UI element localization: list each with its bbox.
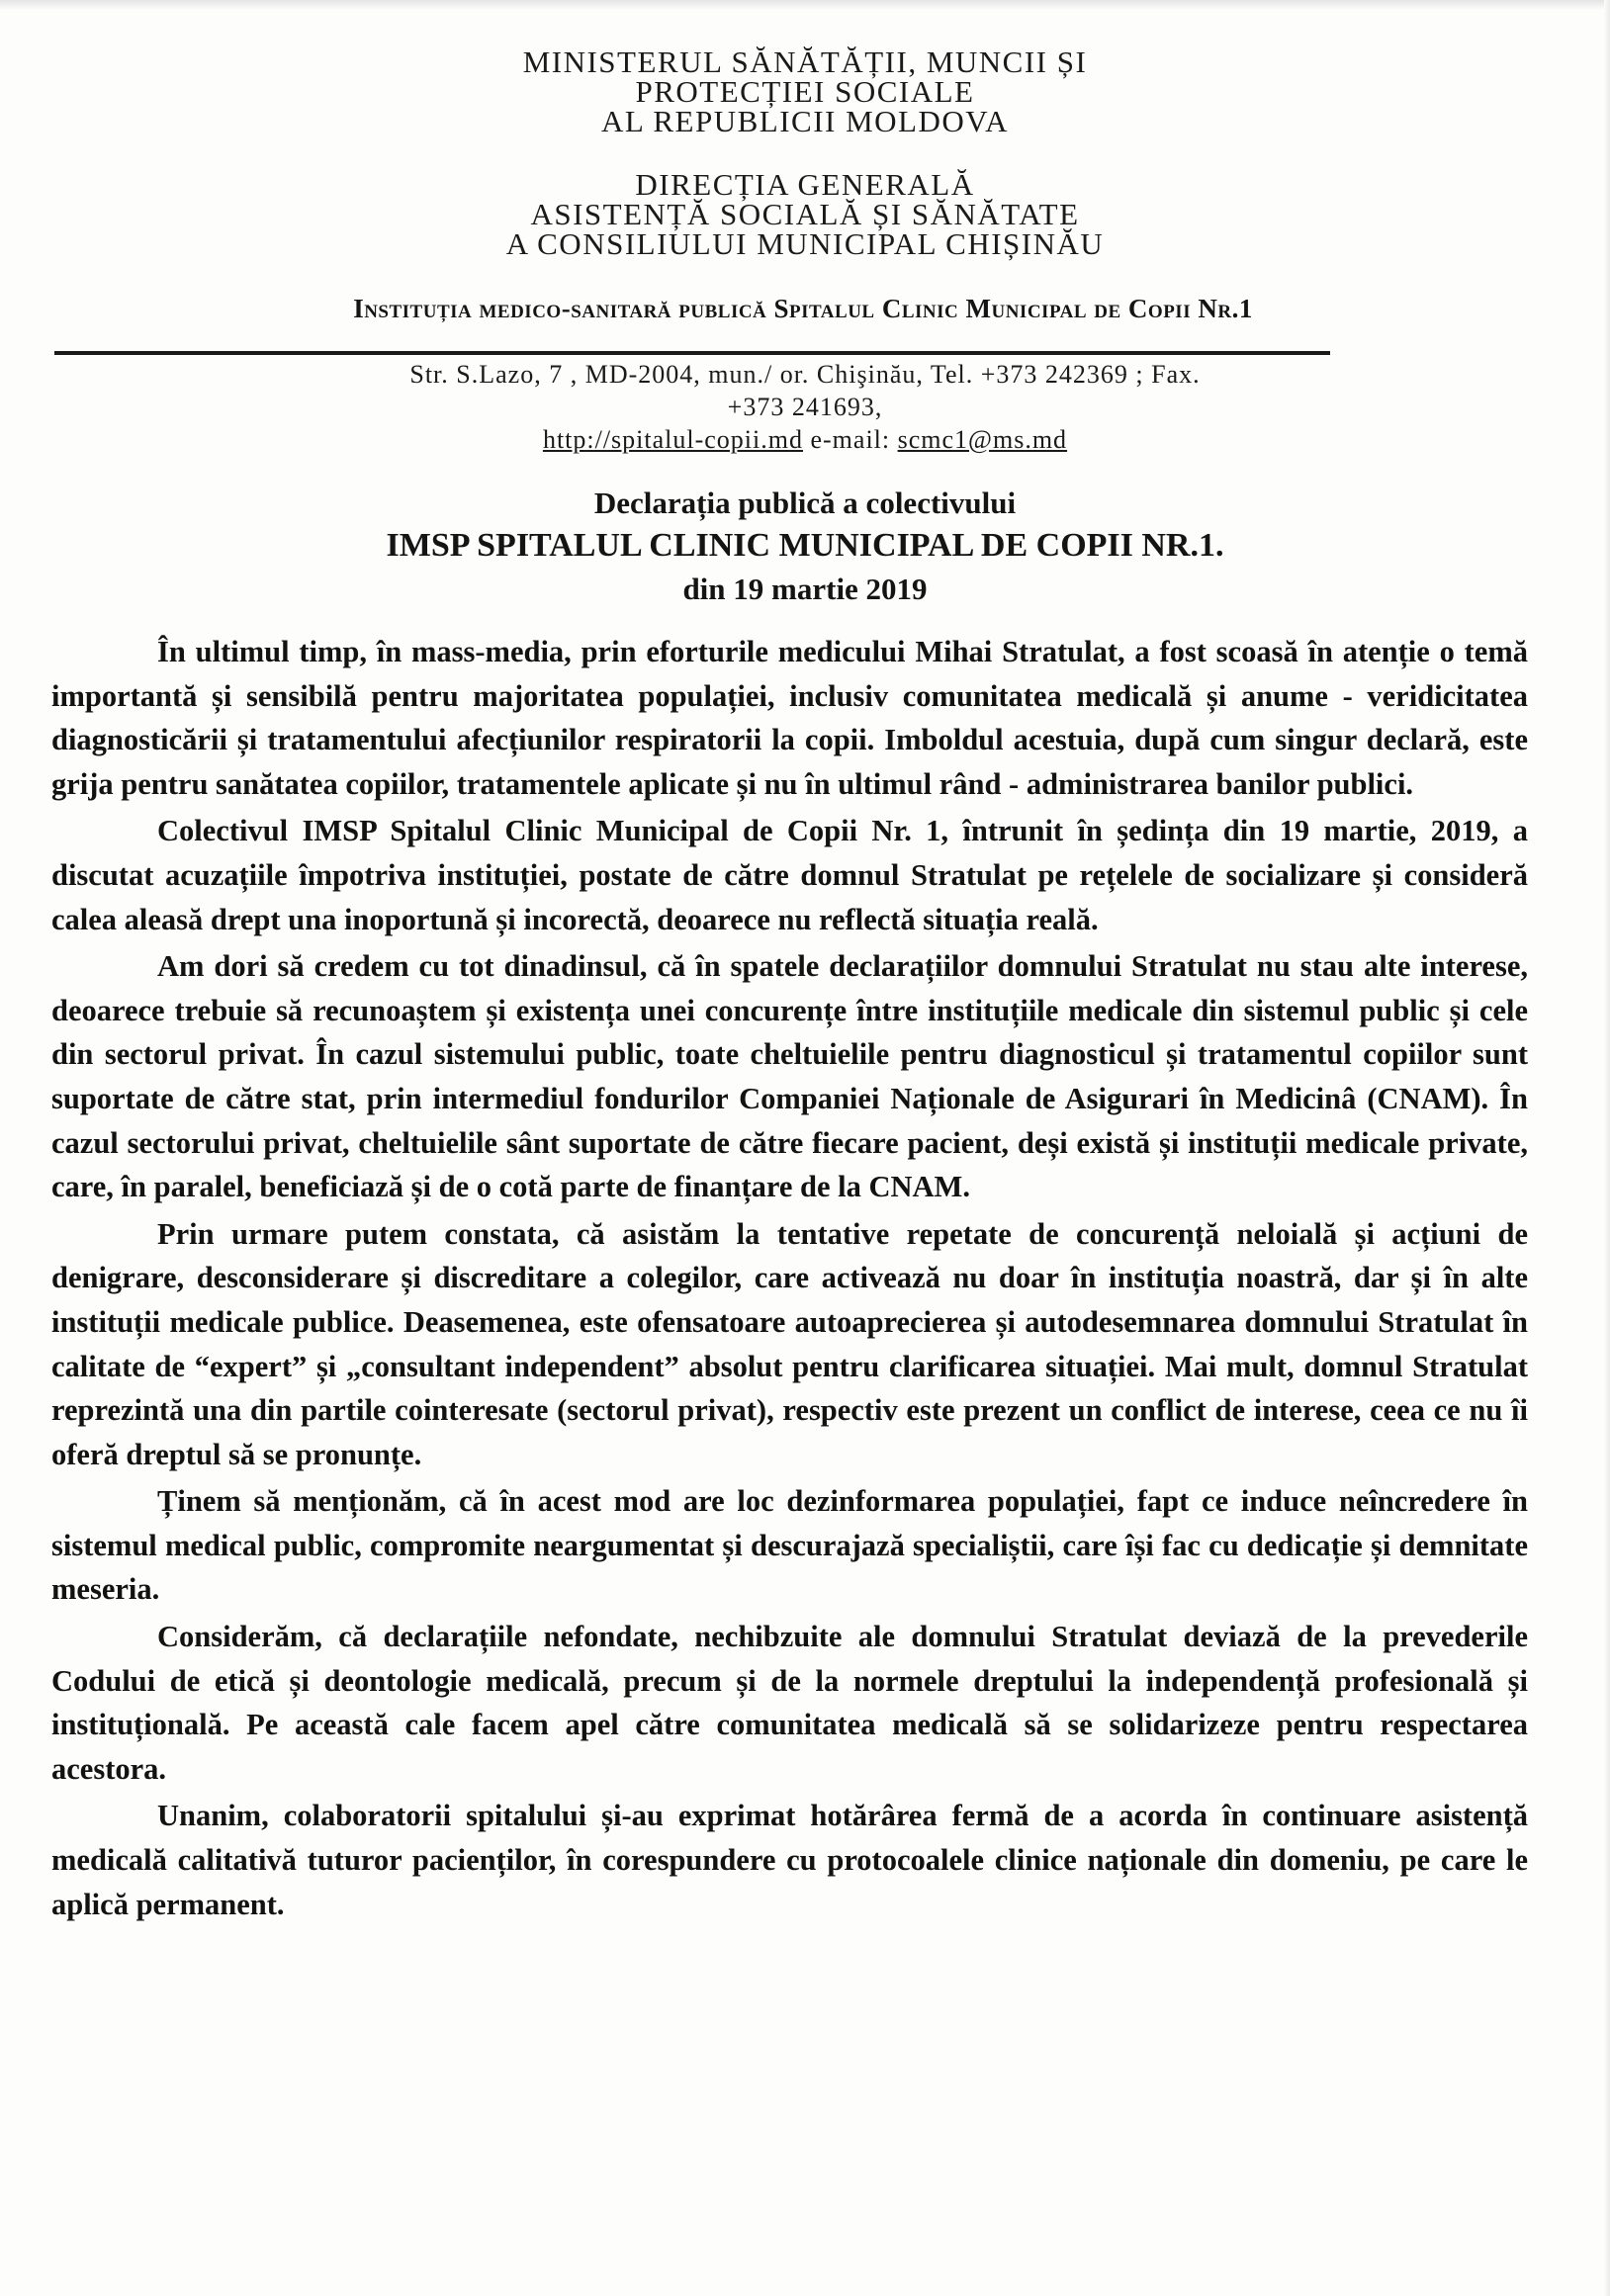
- institution-name: Instituția medico-sanitară publică Spitalul Clinic Municipal de Copii Nr.1: [353, 294, 1253, 323]
- web-email-line: [0, 423, 1610, 456]
- contact-block: [0, 358, 1610, 456]
- directorate-header: [0, 167, 1610, 261]
- directorate-line: DIRECȚIA GENERALĂ: [635, 167, 975, 202]
- paragraph: Am dori să credem cu tot dinadinsul, că în spatele declarațiilor domnului Stratulat nu stau alte interese, deoarece trebuie să recunoaștem și existența unei concurențe între instituțiile medicale din sistemul public și cele din sectorul privat. În cazul sistemului public, toate cheltuielile pentru diagnosticul și tratamentul copiilor sunt suportate de către stat, prin intermediul fondurilor Companiei Naționale de Asigurari în Medicinâ (CNAM). În cazul sectorului privat, cheltuielile sânt suportate de către fiecare pacient, deși există și instituții medicale private, care, în paralel, beneficiază și de o cotă parte de finanțare de la CNAM.: [51, 949, 1528, 1204]
- ministry-line: AL REPUBLICII MOLDOVA: [600, 104, 1010, 138]
- letterhead-divider: [54, 351, 1330, 355]
- email-label: e-mail:: [802, 425, 898, 454]
- paragraph: Colectivul IMSP Spitalul Clinic Municipal de Copii Nr. 1, întrunit în ședința din 19 martie, 2019, a discutat acuzațiile împotriva instituției, postate de către domnul Stratulat pe rețelele de socializare și consideră calea aleasă drept una inoportună și incorectă, deoarece nu reflectă situația reală.: [51, 814, 1528, 936]
- fax-line: +373 241693,: [727, 393, 883, 421]
- paragraph: Ținem să menționăm, că în acest mod are loc dezinformarea populației, fapt ce induce neîncredere în sistemul medical public, compromite neargumentat și descurajază specialiștii, care își fac cu dedicație și demnitate meseria.: [51, 1484, 1528, 1607]
- email-link[interactable]: scmc1@ms.md: [897, 425, 1068, 454]
- website-link[interactable]: http://spitalul-copii.md: [542, 425, 803, 454]
- address-line: Str. S.Lazo, 7 , MD-2004, mun./ or. Chişinău, Tel. +373 242369 ; Fax.: [409, 360, 1201, 389]
- document-title: [0, 482, 1610, 611]
- ministry-header: [0, 44, 1610, 138]
- scan-top-edge: [0, 0, 1610, 10]
- paragraph: În ultimul timp, în mass-media, prin eforturile medicului Mihai Stratulat, a fost scoasă în atenție o temă importantă și sensibilă pentru majoritatea populației, inclusiv comunitatea medicală și anume - veridicitatea diagnosticării și tratamentului afecțiunilor respiratorii la copii. Imboldul acestuia, după cum singur declară, este grija pentru sanătatea copiilor, tratamentele aplicate și nu în ultimul rând - administrarea banilor publici.: [51, 635, 1528, 801]
- document-body: [51, 630, 1528, 1926]
- ministry-line: MINISTERUL SĂNĂTĂȚII, MUNCII ȘI: [522, 44, 1088, 79]
- paragraph: Considerăm, că declarațiile nefondate, nechibzuite ale domnului Stratulat deviază de la prevederile Codului de etică și deontologie medicală, precum și de la normele dreptului la independență profesională și instituțională. Pe această cale facem apel către comunitatea medicală să se solidarizeze pentru respectarea acestora.: [51, 1620, 1528, 1786]
- title-line-1: Declarația publică a colectivului: [593, 486, 1017, 520]
- scan-right-edge: [1604, 0, 1610, 2296]
- directorate-line: A CONSILIULUI MUNICIPAL CHIȘINĂU: [505, 226, 1105, 261]
- paragraph: Prin urmare putem constata, că asistăm la tentative repetate de concurență neloială și acțiuni de denigrare, desconsiderare și discreditare a colegilor, care activează nu doar în instituția noastră, dar și în alte instituții medicale publice. Deasemenea, este ofensatoare autoaprecierea și autodesemnarea domnului Stratulat în calitate de “expert” și „consultant independent” absolut pentru clarificarea situației. Mai mult, domnul Stratulat reprezintă una din partile cointeresate (sectorul privat), respectiv este prezent un conflict de interese, ceea ce nu îi oferă dreptul să se pronunțe.: [51, 1216, 1528, 1471]
- ministry-line: PROTECȚIEI SOCIALE: [635, 74, 975, 109]
- paragraph: Unanim, colaboratorii spitalului și-au exprimat hotărârea fermă de a acorda în continuare asistență medicală calitativă tuturor pacienților, în corespundere cu protocoalele clinice naționale din domeniu, pe care le aplică permanent.: [51, 1799, 1528, 1921]
- title-date: din 19 martie 2019: [682, 572, 928, 606]
- title-line-2: IMSP SPITALUL CLINIC MUNICIPAL DE COPII NR.1.: [386, 527, 1224, 564]
- directorate-line: ASISTENȚĂ SOCIALĂ ȘI SĂNĂTATE: [530, 197, 1080, 231]
